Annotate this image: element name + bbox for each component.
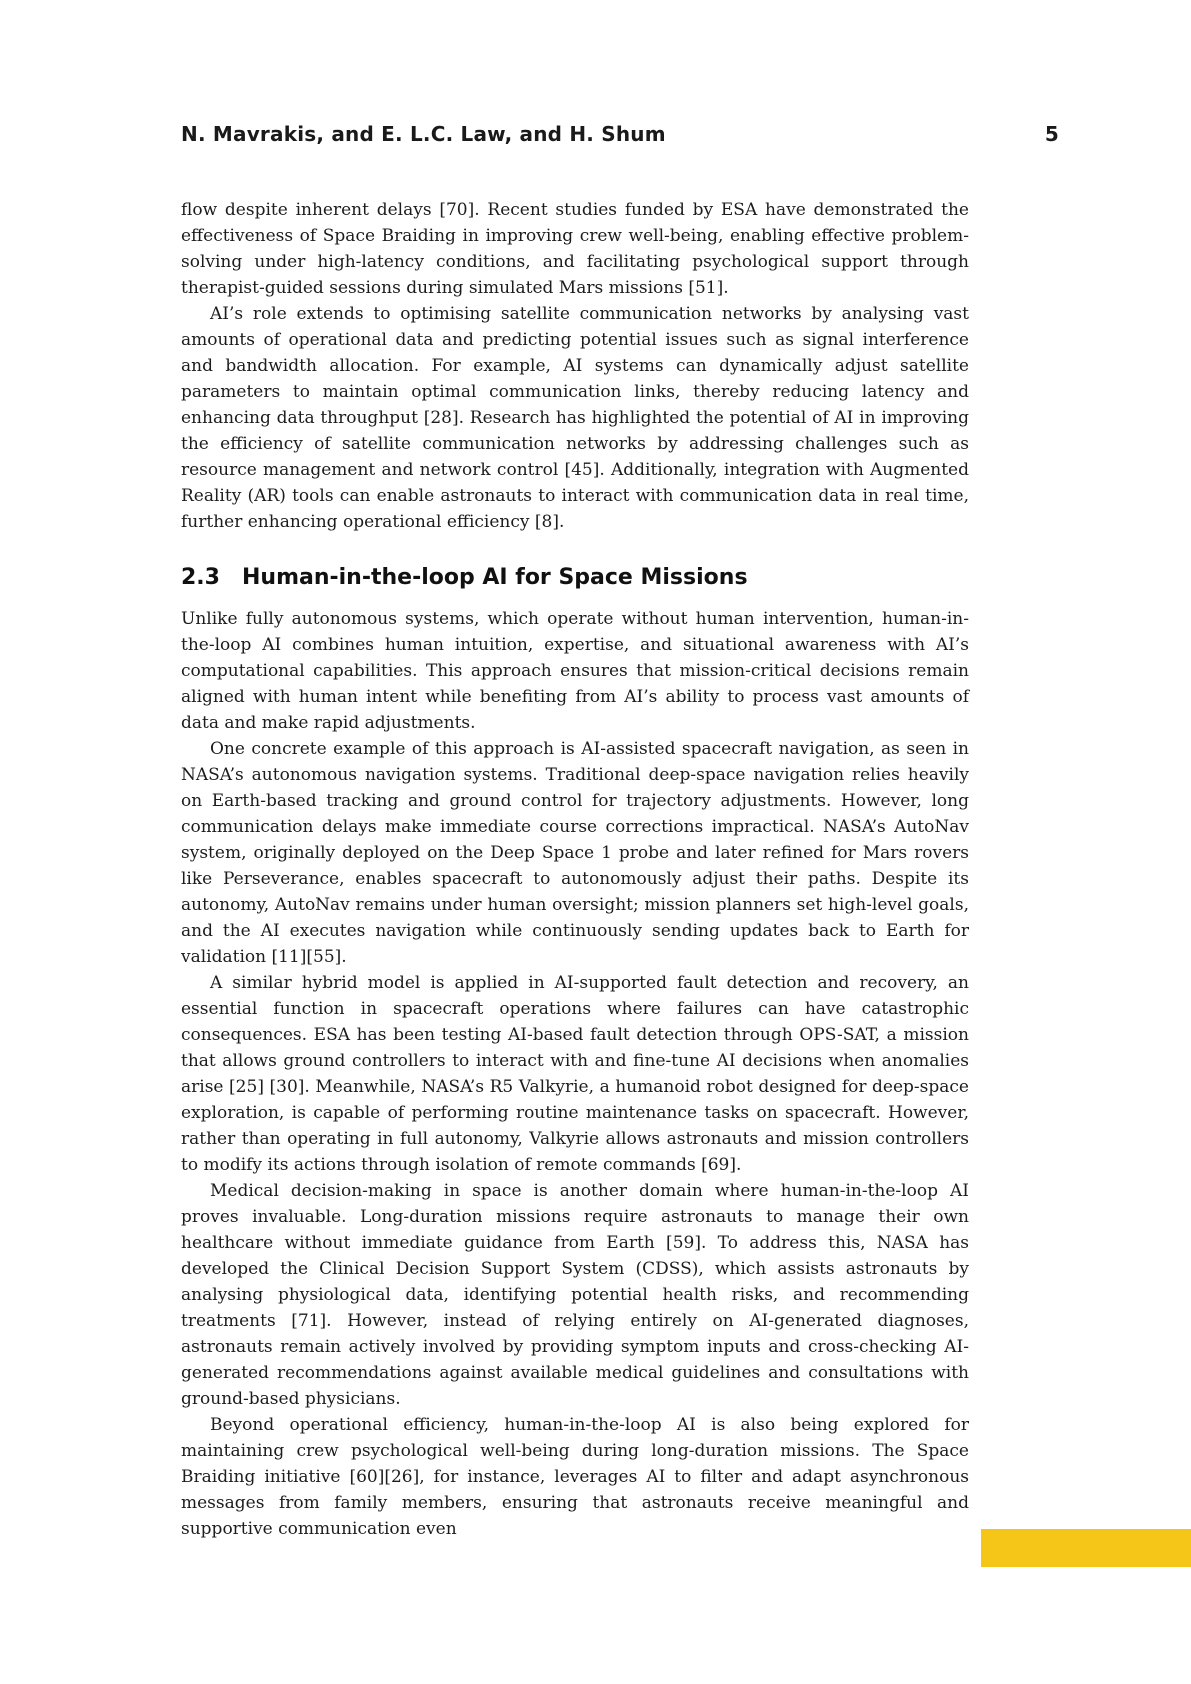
running-header (181, 122, 1059, 146)
accent-tab (981, 1529, 1191, 1567)
header-authors: N. Mavrakis, and E. L.C. Law, and H. Shum (181, 122, 666, 146)
paragraph: One concrete example of this approach is AI-assisted spacecraft navigation, as seen in NASA’s autonomous navigation systems. Traditional deep-space navigation relies heavily on Earth-based tracking and ground control for trajectory adjustments. However, long communication delays make immediate course corrections impractical. NASA’s AutoNav system, originally deployed on the Deep Space 1 probe and later refined for Mars rovers like Perseverance, enables spacecraft to autonomously adjust their paths. Despite its autonomy, AutoNav remains under human oversight; mission planners set high-level goals, and the AI executes navigation while continuously sending updates back to Earth for validation [11][55]. (181, 739, 969, 967)
page-number: 5 (1044, 122, 1059, 146)
body-text (181, 197, 969, 1542)
paragraph: Unlike fully autonomous systems, which operate without human intervention, human-in-the-loop AI combines human intuition, expertise, and situational awareness with AI’s computational capabilities. This approach ensures that mission-critical decisions remain aligned with human intent while benefiting from AI’s ability to process vast amounts of data and make rapid adjustments. (181, 609, 969, 733)
paragraph: flow despite inherent delays [70]. Recent studies funded by ESA have demonstrated the effectiveness of Space Braiding in improving crew well-being, enabling effective problem-solving under high-latency conditions, and facilitating psychological support through therapist-guided sessions during simulated Mars missions [51]. (181, 200, 969, 298)
paragraph: A similar hybrid model is applied in AI-supported fault detection and recovery, an essential function in spacecraft operations where failures can have catastrophic consequences. ESA has been testing AI-based fault detection through OPS-SAT, a mission that allows ground controllers to interact with and fine-tune AI decisions when anomalies arise [25] [30]. Meanwhile, NASA’s R5 Valkyrie, a humanoid robot designed for deep-space exploration, is capable of performing routine maintenance tasks on spacecraft. However, rather than operating in full autonomy, Valkyrie allows astronauts and mission controllers to modify its actions through isolation of remote commands [69]. (181, 973, 969, 1175)
section-heading (181, 563, 969, 593)
section-number: 2.3 (181, 565, 220, 590)
paragraph: Medical decision-making in space is another domain where human-in-the-loop AI proves invaluable. Long-duration missions require astronauts to manage their own healthcare without immediate guidance from Earth [59]. To address this, NASA has developed the Clinical Decision Support System (CDSS), which assists astronauts by analysing physiological data, identifying potential health risks, and recommending treatments [71]. However, instead of relying entirely on AI-generated diagnoses, astronauts remain actively involved by providing symptom inputs and cross-checking AI-generated recommendations against available medical guidelines and consultations with ground-based physicians. (181, 1181, 969, 1409)
paragraph: AI’s role extends to optimising satellite communication networks by analysing vast amounts of operational data and predicting potential issues such as signal interference and bandwidth allocation. For example, AI systems can dynamically adjust satellite parameters to maintain optimal communication links, thereby reducing latency and enhancing data throughput [28]. Research has highlighted the potential of AI in improving the efficiency of satellite communication networks by addressing challenges such as resource management and network control [45]. Additionally, integration with Augmented Reality (AR) tools can enable astronauts to interact with communication data in real time, further enhancing operational efficiency [8]. (181, 304, 969, 532)
section-title: Human-in-the-loop AI for Space Missions (242, 565, 748, 590)
paragraph: Beyond operational efficiency, human-in-the-loop AI is also being explored for maintaining crew psychological well-being during long-duration missions. The Space Braiding initiative [60][26], for instance, leverages AI to filter and adapt asynchronous messages from family members, ensuring that astronauts receive meaningful and supportive communication even (181, 1415, 969, 1539)
